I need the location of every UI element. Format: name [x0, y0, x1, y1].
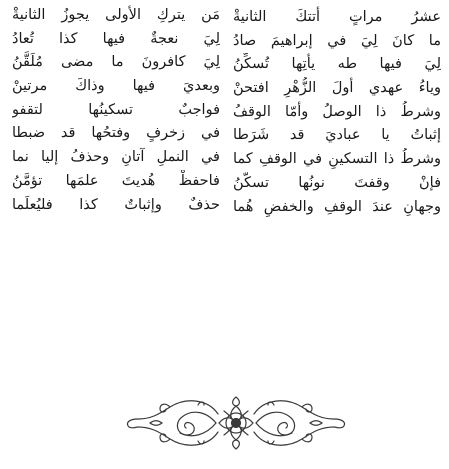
verse-line: ما كانَ لِيَ في إبراهيمَ صادُ	[233, 32, 441, 49]
verse-line: فواجبٌ تسكينُها لتقفو	[12, 101, 220, 118]
verse-line: في النملِ آتانِ وحذفُ إليا نما	[12, 149, 220, 166]
verse-line: لِيَ فيها طه يأتِها تُسكِّنُ	[233, 56, 441, 73]
verse-line: عشرُ مراتٍ أتتكَ الثانيةْ	[233, 9, 441, 25]
verse-line: فإنْ وقفتَ نونُها تسكّنُ	[233, 174, 441, 191]
verse-line: لِيَ كافرونَ ما مضى مُلَقَّنُ	[12, 54, 220, 71]
floral-ornament-icon	[120, 392, 352, 458]
verse-line: وشرطُ ذا الوصلُ وأمّا الوقفُ	[233, 103, 441, 120]
verse-line: حذفٌ وإثباتٌ كذا فليُعلَما	[12, 196, 220, 213]
verse-line: مَن يتركِ الأولى يجوزُ الثانيةْ	[12, 7, 220, 23]
poem-left-column	[12, 4, 220, 217]
right-scroll-icon	[254, 401, 345, 445]
left-scroll-icon	[127, 401, 218, 445]
rosette-icon	[219, 397, 253, 449]
poem-right-column	[233, 6, 441, 219]
verse-line: فاحفظْ هُديتَ علمَها تؤمَّنُ	[12, 172, 220, 189]
verse-line: وشرطُ ذا التسكينِ في الوقفِ كما	[233, 151, 441, 168]
verse-line: وبعديَ فيها وذاكَ مرتينْ	[12, 78, 220, 95]
verse-line: في زخرفٍ وفتحُها قد ضبطا	[12, 125, 220, 142]
verse-line: لِيَ نعجةٌ فيها كذا تُعادُ	[12, 30, 220, 47]
verse-line: وياءُ عهدي أولَ الزُّهْرِ افتحنْ	[233, 80, 441, 97]
verse-line: إثباتُ يا عباديَ قد شَرَطا	[233, 127, 441, 144]
verse-line: وجهانِ عندَ الوقفِ والخفضِ هُما	[233, 198, 441, 215]
